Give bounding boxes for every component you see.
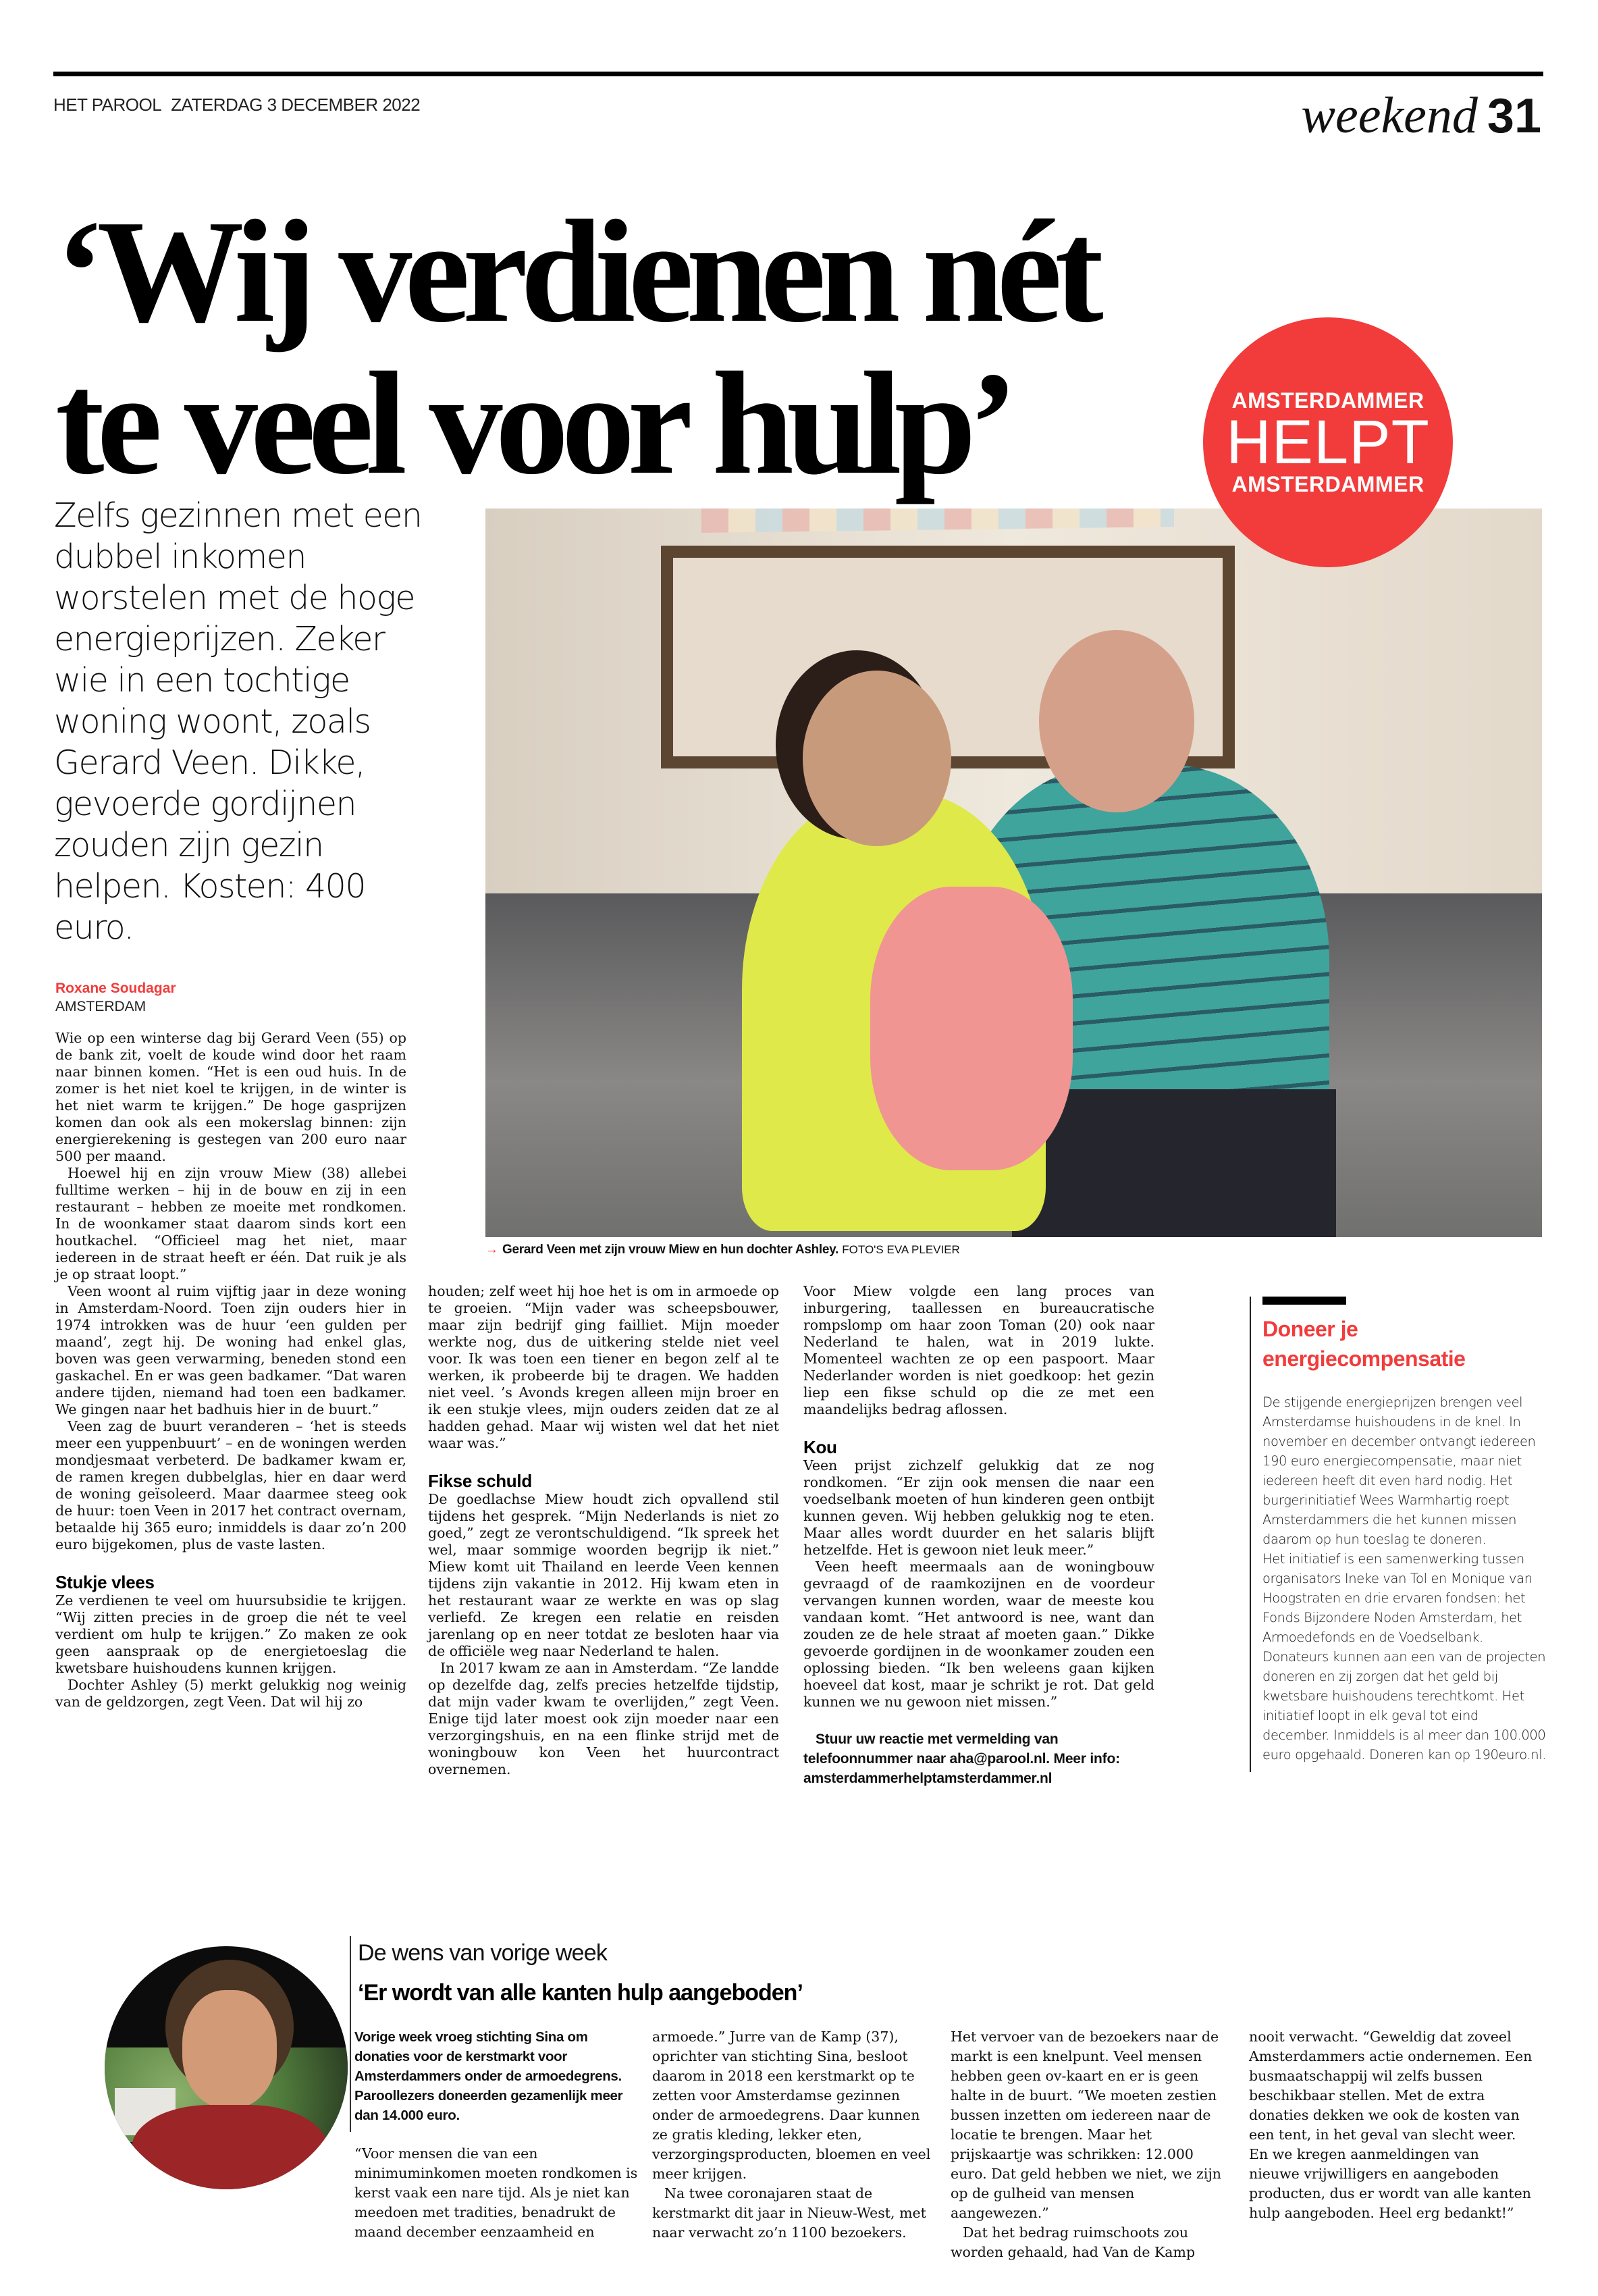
caption-text: Gerard Veen met zijn vrouw Miew en hun dochter Ashley.: [502, 1243, 838, 1257]
sidebar-title: Doneer je energiecompensatie: [1262, 1317, 1466, 1371]
paragraph: houden; zelf weet hij hoe het is om in armoede op te groeien. “Mijn vader was scheepsbouwer, maar zijn bedrijf ging failliet. Mijn moeder werkte nog, dus de uitkering stelde niet veel voor. Ik was toen een tiener en begon zelf al te werken, ik probeerde bij te dragen. We hadden niet veel. ’s Avonds kregen alleen mijn broer en ik een stukje vlees, mijn ouders zeiden dat ze al hadden gehad. Maar wij wisten wel dat het niet waar was.”: [428, 1283, 779, 1451]
badge-middle: HELPT: [1226, 408, 1430, 477]
wens-section-label: De wens van vorige week: [358, 1940, 608, 1966]
masthead: [53, 95, 420, 115]
donation-sidebar: [1250, 1297, 1547, 1772]
sidebar-marker: [1262, 1297, 1346, 1305]
wens-lead: Vorige week vroeg stichting Sina om donaties voor de kerstmarkt voor Amsterdammers onder de armoedegrens. Paroollezers doneerden gezamenlijk meer dan 14.000 euro.: [354, 2029, 623, 2123]
section-name: weekend: [1301, 87, 1478, 144]
portrait-face: [182, 1990, 277, 2108]
photo-man-head: [1039, 630, 1194, 812]
sidebar-paragraph: De stijgende energieprijzen brengen veel Amsterdamse huishoudens in de knel. In november en december ontvangt iedereen 190 euro energiecompensatie, maar niet iedereen heeft dit even hard nodig. Het burgerinitiatief Wees Warmhartig roept Amsterdammers die het kunnen missen daarom op hun toeslag te doneren.: [1262, 1394, 1536, 1547]
page-number: 31: [1487, 89, 1541, 143]
author-name: Roxane Soudagar: [55, 981, 176, 996]
photo-credit: FOTO'S EVA PLEVIER: [842, 1243, 960, 1256]
amsterdammer-helpt-badge: [1203, 317, 1453, 567]
paragraph: Wie op een winterse dag bij Gerard Veen (55) op de bank zit, voelt de koude wind door het raam naar binnen komen. “Het is een oud huis. In de zomer is het niet koel te krijgen, in de winter is het niet warm te krijgen.” De hoge gasprijzen komen dan ook als een mokerslag binnen: zijn energierekening is gestegen van 200 euro naar 500 per maand.: [55, 1030, 406, 1164]
dateline: AMSTERDAM: [55, 999, 147, 1014]
byline: [55, 981, 176, 1015]
sidebar-body: [1262, 1392, 1547, 1765]
wens-column-4: [1249, 2027, 1533, 2223]
family-photo: [485, 508, 1542, 1237]
portrait-photo: [105, 1946, 348, 2189]
wens-column-3: [951, 2027, 1234, 2262]
paragraph: “Voor mensen die van een minimuminkomen moeten rondkomen is kerst vaak een nare tijd. Als je niet kan meedoen met tradities, benadrukt de maand december eenzaamheid en: [354, 2145, 638, 2240]
paragraph: Veen zag de buurt veranderen – ‘het is steeds meer een yuppenbuurt’ – en de woningen werden mondjesmaat verbeterd. De badkamer kwam er, de ramen kregen dubbelglas, hier en daar werd de woning geïsoleerd. Maar daarmee steeg ook de huur: toen Veen in 2017 het contract overnam, betaalde hij 365 euro; inmiddels is daar zo’n 200 euro bijgekomen, plus de vaste lasten.: [55, 1418, 406, 1553]
headline-line-1: ‘Wij verdienen nét: [55, 190, 1096, 353]
subheading: Fikse schuld: [428, 1471, 532, 1491]
publication-name: HET PAROOL: [53, 95, 162, 115]
paragraph: Na twee coronajaren staat de kerstmarkt dit jaar in Nieuw-West, met naar verwacht zo’n 1100 bezoekers.: [652, 2185, 926, 2241]
photo-child: [870, 887, 1073, 1170]
headline-line-2: te veel voor hulp’: [55, 342, 1011, 505]
paragraph: Veen heeft meermaals aan de woningbouw gevraagd of de raamkozijnen en de voordeur vervangen kunnen worden, waar de meeste kou vandaan komt. “Het antwoord is nee, want dan zouden ze de hele straat af moeten gaan.” Dikke gevoerde gordijnen in de woonkamer zouden een oplossing bieden. “Ik ben weleens gaan kijken hoeveel dat kost, maar je schrikt je rot. Dat geld kunnen we nu gewoon niet missen.”: [803, 1559, 1154, 1710]
article-column-1: [55, 1030, 406, 1711]
intro-text: Zelfs gezinnen met een dubbel inkomen worstelen met de hoge energieprijzen. Zeker wie in een tochtige woning woont, zoals Gerard Veen. Dikke, gevoerde gordijnen zouden zijn gezin helpen. Kosten: 400 euro.: [54, 496, 422, 947]
arrow-right-icon: →: [485, 1243, 498, 1257]
paragraph: Voor Miew volgde een lang proces van inburgering, taallessen en bureaucratische rompslomp om haar zoon Toman (20) ook naar Nederland te halen, wat in 2019 lukte. Momenteel wachten ze op een paspoort. Maar Nederlander worden is niet goedkoop: het gezin liep een fikse schuld op die ze met een maandelijks bedrag aflossen.: [803, 1283, 1154, 1417]
paragraph: Veen woont al ruim vijftig jaar in deze woning in Amsterdam-Noord. Toen zijn ouders hier in 1974 introkken was de huur ‘een gulden per maand’, zegt hij. De woning had enkel glas, boven was geen verwarming, beneden stond een gaskachel. En er was geen badkamer. “Dat waren andere tijden, niemand had toen een badkamer. We gingen naar het badhuis hier in de buurt.”: [55, 1283, 406, 1417]
section-header: [1301, 86, 1541, 145]
photo-woman-head: [803, 671, 951, 846]
photo-caption: [485, 1243, 960, 1257]
article-column-2: [428, 1283, 779, 1778]
paragraph: Hoewel hij en zijn vrouw Miew (38) allebei fulltime werken – hij in de bouw en zij in een restaurant – hebben ze moeite met rondkomen. In de woonkamer staat daarom sinds kort een houtkachel. “Officieel mag het niet, maar iedereen in de straat heeft er één. Dat ruik je als je op straat loopt.”: [55, 1165, 406, 1282]
headline: [55, 190, 1217, 505]
top-rule: [53, 72, 1543, 76]
wens-column-1: [354, 2027, 638, 2242]
section-divider: [350, 1936, 351, 2132]
paragraph: Veen prijst zichzelf gelukkig dat ze nog rondkomen. “Er zijn ook mensen die naar een voedselbank moeten of hun kinderen geen ontbijt kunnen geven. Wij hebben gelukkig nog te eten. Maar alles wordt duurder en het salaris blijft hetzelfde. Het is gewoon niet leuk meer.”: [803, 1457, 1154, 1558]
paragraph: Dochter Ashley (5) merkt gelukkig nog weinig van de geldzorgen, zegt Veen. Dat wil hij zo: [55, 1677, 406, 1710]
badge-top: AMSTERDAMMER: [1231, 388, 1424, 413]
paragraph: armoede.” Jurre van de Kamp (37), oprichter van stichting Sina, besloot daarom in 2018 een kerstmarkt op te zetten voor Amsterdamse gezinnen onder de armoedegrens. Daar kunnen ze gratis kleding, lekker eten, verzorgingsproducten, bloemen en veel meer krijgen.: [652, 2029, 931, 2182]
subheading: Kou: [803, 1437, 837, 1457]
paragraph: In 2017 kwam ze aan in Amsterdam. “Ze landde op dezelfde dag, zelfs precies hetzelfde tijdstip, dat mijn vader kwam te overlijden,” zegt Veen. Enige tijd later moest ook zijn moeder naar een verzorgingshuis, en na een flinke strijd met de woningbouw kon Veen het huurcontract overnemen.: [428, 1660, 779, 1777]
article-column-3: [803, 1283, 1154, 1788]
paragraph: nooit verwacht. “Geweldig dat zoveel Amsterdammers actie ondernemen. Een busmaatschappij wil zelfs bussen beschikbaar stellen. Met de extra donaties dekken we ook de kosten van een tent, in het geval van slecht weer. En we kregen aanmeldingen van nieuwe vrijwilligers en aangeboden producten, dus er wordt van alle kanten hulp aangeboden. Heel erg bedankt!”: [1249, 2029, 1533, 2221]
wens-section-title: ‘Er wordt van alle kanten hulp aangeboden’: [358, 1980, 803, 2006]
paragraph: Ze verdienen te veel om huursubsidie te krijgen. “Wij zitten precies in de groep die nét te veel verdient om hulp te krijgen.” Zo maken ze ook geen aanspraak op de energietoeslag die kwetsbare huishoudens kunnen krijgen.: [55, 1592, 406, 1676]
sidebar-paragraph: Het initiatief is een samenwerking tussen organisators Ineke van Tol en Monique van Hoogstraten en drie ervaren fondsen: het Fonds Bijzondere Noden Amsterdam, het Armoedefonds en de Voedselbank. Donateurs kunnen aan een van de projecten doneren en zij zorgen dat het geld bij kwetsbare huishoudens terechtkomt. Het initiatief loopt in elk geval tot eind december. Inmiddels is al meer dan 100.000 euro opgehaald. Doneren kan op 190euro.nl.: [1262, 1551, 1547, 1763]
paragraph: De goedlachse Miew houdt zich opvallend stil tijdens het gesprek. “Mijn Nederlands is niet zo goed,” zegt ze verontschuldigend. “Ik spreek het wel, maar sommige woorden begrijp ik niet.” Miew komt uit Thailand en leerde Veen kennen tijdens zijn vakantie in 2012. Hij kwam eten in het restaurant waar ze werkte en was op slag verliefd. Ze kregen een relatie en reisden jarenlang op en neer totdat ze besloten haar via de officiële weg naar Nederland te halen.: [428, 1491, 779, 1659]
publication-date: ZATERDAG 3 DECEMBER 2022: [171, 95, 421, 115]
portrait-shirt: [132, 2105, 327, 2189]
wens-column-2: [652, 2027, 936, 2243]
subheading: Stukje vlees: [55, 1572, 155, 1592]
paragraph: Het vervoer van de bezoekers naar de markt is een knelpunt. Veel mensen hebben geen ov-kaart en er is geen halte in de buurt. “We moeten zestien bussen inzetten om iedereen naar de locatie te brengen. Maar het prijskaartje was schrikken: 12.000 euro. Dat geld hebben we niet, we zijn op de gulheid van mensen aangewezen.”: [951, 2029, 1221, 2221]
reader-call-to-action: Stuur uw reactie met vermelding van telefoonnummer naar aha@parool.nl. Meer info: amsterdammerhelptamsterdammer.nl: [803, 1731, 1120, 1786]
paragraph: Dat het bedrag ruimschoots zou worden gehaald, had Van de Kamp: [951, 2224, 1196, 2260]
badge-bottom: AMSTERDAMMER: [1231, 472, 1424, 496]
